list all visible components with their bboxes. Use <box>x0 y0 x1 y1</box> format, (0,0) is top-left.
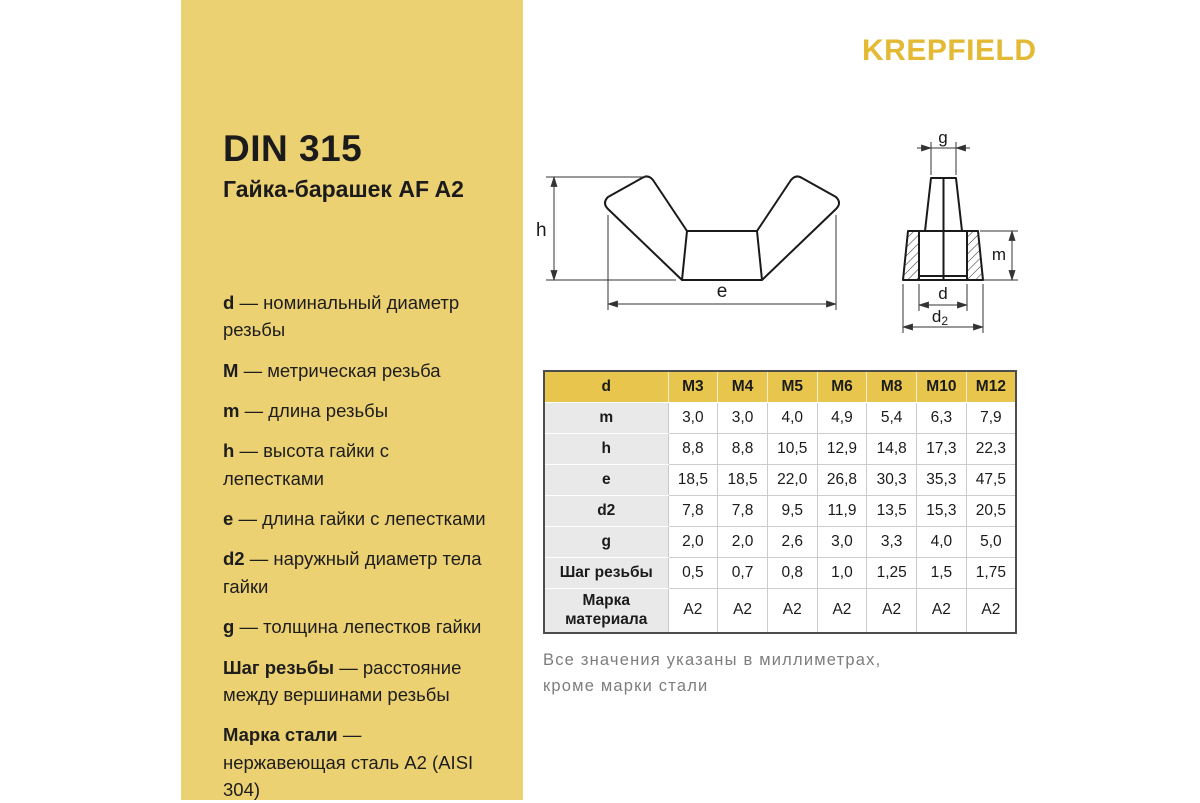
column-header: M3 <box>668 371 718 403</box>
table-cell: 5,0 <box>966 527 1016 558</box>
column-header: M8 <box>867 371 917 403</box>
row-label: Марка материала <box>544 589 668 633</box>
table-cell: 2,0 <box>668 527 718 558</box>
units-note <box>543 648 1003 699</box>
table-cell: 30,3 <box>867 465 917 496</box>
table-cell: A2 <box>668 589 718 633</box>
table-cell: 3,0 <box>817 527 867 558</box>
row-label: d2 <box>544 496 668 527</box>
row-label: Шаг резьбы <box>544 558 668 589</box>
table-cell: 7,8 <box>718 496 768 527</box>
table-row <box>544 465 1016 496</box>
h-extension-lines <box>546 177 676 280</box>
definition-text: — длина гайки с лепестками <box>238 508 486 530</box>
d-dimension-label: d <box>938 284 948 303</box>
definition-term: d2 <box>223 548 245 570</box>
column-header: d <box>544 371 668 403</box>
table-cell: 35,3 <box>917 465 967 496</box>
table-cell: 22,0 <box>767 465 817 496</box>
table-cell: A2 <box>867 589 917 633</box>
body-side-lines <box>682 231 762 280</box>
column-header: M10 <box>917 371 967 403</box>
table-cell: 11,9 <box>817 496 867 527</box>
table-cell: 20,5 <box>966 496 1016 527</box>
table-cell: 1,25 <box>867 558 917 589</box>
row-label: e <box>544 465 668 496</box>
table-cell: 15,3 <box>917 496 967 527</box>
definition-text: — наружный диаметр тела гайки <box>223 548 482 597</box>
table-cell: 0,8 <box>767 558 817 589</box>
definition-term: h <box>223 440 235 462</box>
units-note-line: кроме марки стали <box>543 676 709 695</box>
table-cell: 3,0 <box>718 403 768 434</box>
table-cell: 3,0 <box>668 403 718 434</box>
row-label: h <box>544 434 668 465</box>
table-cell: A2 <box>966 589 1016 633</box>
table-cell: 26,8 <box>817 465 867 496</box>
table-cell: 17,3 <box>917 434 967 465</box>
definition-term: g <box>223 616 235 638</box>
column-header: M6 <box>817 371 867 403</box>
definitions-list <box>223 289 487 803</box>
bore-lines <box>919 231 967 280</box>
table-row <box>544 527 1016 558</box>
units-note-line: Все значения указаны в миллиметрах, <box>543 651 882 669</box>
wing-nut-side-view-drawing <box>880 112 1040 350</box>
table-cell: 7,8 <box>668 496 718 527</box>
wing-nut-front-view-drawing <box>530 112 850 350</box>
definition-item <box>223 545 487 600</box>
table-cell: 0,5 <box>668 558 718 589</box>
column-header: M5 <box>767 371 817 403</box>
table-cell: 2,0 <box>718 527 768 558</box>
definition-term: m <box>223 399 240 421</box>
definition-text: — толщина лепестков гайки <box>239 616 482 638</box>
table-cell: 4,0 <box>767 403 817 434</box>
table-cell: 22,3 <box>966 434 1016 465</box>
definition-term: M <box>223 359 239 381</box>
definition-text: — высота гайки с лепестками <box>223 440 390 489</box>
table-cell: 1,75 <box>966 558 1016 589</box>
d2-dimension-label: d2 <box>931 307 949 328</box>
table-row <box>544 434 1016 465</box>
table-cell: A2 <box>718 589 768 633</box>
definition-term: e <box>223 508 234 530</box>
page-title: DIN 315 <box>223 128 363 169</box>
definition-item <box>223 505 487 532</box>
definition-term: d <box>223 291 235 313</box>
definition-text: — метрическая резьба <box>243 359 441 381</box>
wing-nut-outline <box>605 176 839 280</box>
table-cell: 18,5 <box>668 465 718 496</box>
table-cell: A2 <box>817 589 867 633</box>
table-cell: 3,3 <box>867 527 917 558</box>
left-panel <box>181 0 523 800</box>
table-cell: 1,5 <box>917 558 967 589</box>
h-dimension-label: h <box>536 220 547 241</box>
row-label: g <box>544 527 668 558</box>
definition-item <box>223 397 487 424</box>
column-header: M4 <box>718 371 768 403</box>
table-row <box>544 558 1016 589</box>
table-row <box>544 496 1016 527</box>
table-cell: 4,9 <box>817 403 867 434</box>
table-cell: A2 <box>917 589 967 633</box>
table-cell: 13,5 <box>867 496 917 527</box>
column-header: M12 <box>966 371 1016 403</box>
table-cell: A2 <box>767 589 817 633</box>
e-dimension-label: e <box>716 281 728 302</box>
row-label: m <box>544 403 668 434</box>
definition-text: — длина резьбы <box>244 399 388 421</box>
table-cell: 2,6 <box>767 527 817 558</box>
definition-item <box>223 654 487 709</box>
wing-outline <box>925 178 962 231</box>
definition-item <box>223 437 487 492</box>
definition-item <box>223 357 487 384</box>
table-row <box>544 403 1016 434</box>
definition-text: — расстояние между вершинами резьбы <box>223 656 462 705</box>
table-cell: 10,5 <box>767 434 817 465</box>
table-row <box>544 589 1016 633</box>
table-cell: 6,3 <box>917 403 967 434</box>
table-cell: 0,7 <box>718 558 768 589</box>
definition-term: Шаг резьбы <box>223 656 335 678</box>
definition-text: — номинальный диаметр резьбы <box>223 291 460 341</box>
table-cell: 8,8 <box>718 434 768 465</box>
dimensions-table <box>543 370 1017 634</box>
table-cell: 14,8 <box>867 434 917 465</box>
m-dimension-label: m <box>991 245 1006 264</box>
definition-term: Марка стали <box>223 724 338 746</box>
definition-item <box>223 613 487 640</box>
table-cell: 5,4 <box>867 403 917 434</box>
definition-text: — нержавеющая сталь A2 (AISI 304) <box>223 724 474 801</box>
table-cell: 1,0 <box>817 558 867 589</box>
table-cell: 7,9 <box>966 403 1016 434</box>
table-cell: 12,9 <box>817 434 867 465</box>
table-cell: 9,5 <box>767 496 817 527</box>
g-dimension-label: g <box>938 128 948 147</box>
table-cell: 8,8 <box>668 434 718 465</box>
table-header-row <box>544 371 1016 403</box>
page-subtitle: Гайка-барашек AF A2 <box>223 175 464 202</box>
table-cell: 4,0 <box>917 527 967 558</box>
definition-item <box>223 289 487 344</box>
brand-logo: KREPFIELD <box>862 34 1037 67</box>
table-cell: 47,5 <box>966 465 1016 496</box>
table-cell: 18,5 <box>718 465 768 496</box>
definition-item <box>223 721 487 803</box>
